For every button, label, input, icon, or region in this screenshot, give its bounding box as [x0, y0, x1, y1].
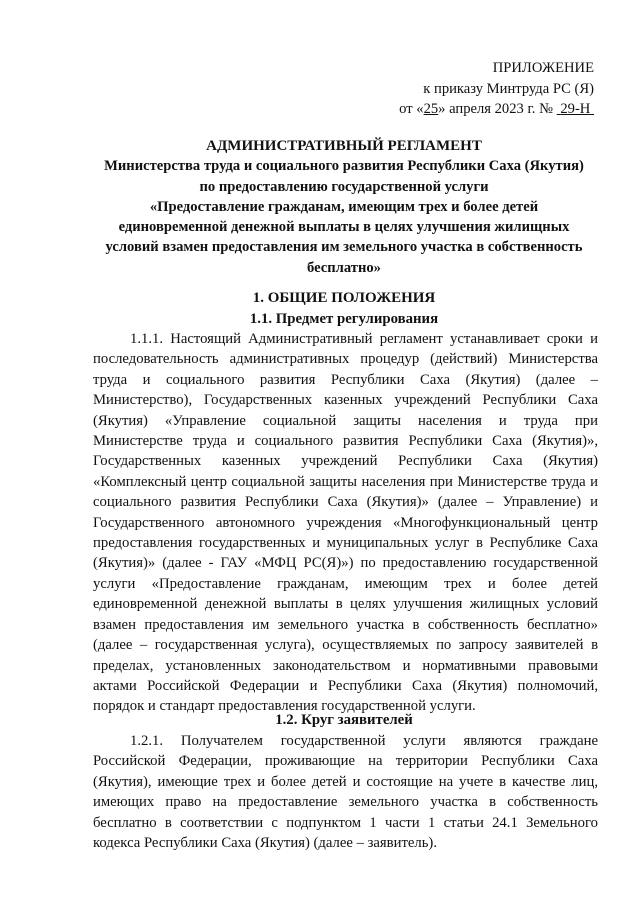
title-line-2: Министерства труда и социального развития Республики Саха (Якутия) — [104, 158, 584, 175]
title-main: АДМИНИСТРАТИВНЫЙ РЕГЛАМЕНТ — [206, 138, 482, 154]
annex-block — [234, 58, 594, 120]
paragraph-1-2-1: 1.2.1. Получателем государственной услуги являются граждане Российской Федерации, проживающие на территории Республики Саха (Якутия), имеющие трех и более детей и состоящие на учете в качестве лиц, имеющих право на предоставление земельного участка в собственность бесплатно в соответствии с подпунктом 1 части 1 статьи 24.1 Земельного кодекса Республики Саха (Якутия) (далее – заявитель). — [93, 733, 598, 852]
annex-number — [557, 101, 594, 117]
document-title — [88, 136, 600, 278]
title-line-6: условий взамен предоставления им земельного участка в собственность — [105, 239, 583, 256]
title-line-4: «Предоставление гражданам, имеющим трех и более детей — [149, 198, 539, 215]
paragraph-1-1-1: 1.1.1. Настоящий Административный регламент устанавливает сроки и последовательность административных процедур (действий) Министерства труда и социального развития Республики Саха (Якутия) (далее – Министерство), Государственных казенных учреждений Республики Саха (Якутия) «Управление социальной защиты населения и труда при Министерстве труда и социального развития Республики Саха (Якутия)», Государственных казенных учреждений Республики Саха (Якутия) «Комплексный центр социальной защиты населения при Министерстве труда и социального развития Республики Саха (Якутия)» (далее – Управление) и Государственного автономного учреждения «Многофункциональный центр предоставления государственных и муниципальных услуг в Республике Саха (Якутия)» (далее - ГАУ «МФЦ РС(Я)») по предоставлению государственной услуги «Предоставление гражданам, имеющим трех и более детей единовременной денежной выплаты в целях улучшения жилищных условий взамен предоставления им земельного участка в собственность бесплатно» (далее – государственная услуга), осуществляемых по запросу заявителей в пределах, установленных законодательством и нормативными правовыми актами Российской Федерации и Республики Саха (Якутия) полномочий, порядок и стандарт предоставления государственной услуги. — [93, 331, 598, 715]
annex-label: ПРИЛОЖЕНИЕ — [492, 60, 594, 76]
subsection-heading-1-1: 1.1. Предмет регулирования — [249, 311, 439, 327]
section-heading: 1. ОБЩИЕ ПОЛОЖЕНИЯ — [252, 290, 436, 306]
title-line-5: единовременной денежной выплаты в целях улучшения жилищных — [118, 219, 570, 236]
title-line-7: бесплатно» — [307, 259, 381, 276]
annex-day: 25 — [423, 101, 439, 117]
title-line-3: по предоставлению государственной услуги — [199, 178, 489, 195]
subsection-heading-1-2: 1.2. Круг заявителей — [275, 712, 413, 728]
annex-date-line — [234, 99, 594, 120]
annex-number-text: 29-Н — [560, 101, 591, 117]
annex-order-ref: к приказу Минтруда РС (Я) — [423, 80, 594, 97]
annex-date-prefix: от « — [399, 101, 424, 117]
annex-date-mid: » апреля 2023 г. № — [438, 101, 557, 117]
